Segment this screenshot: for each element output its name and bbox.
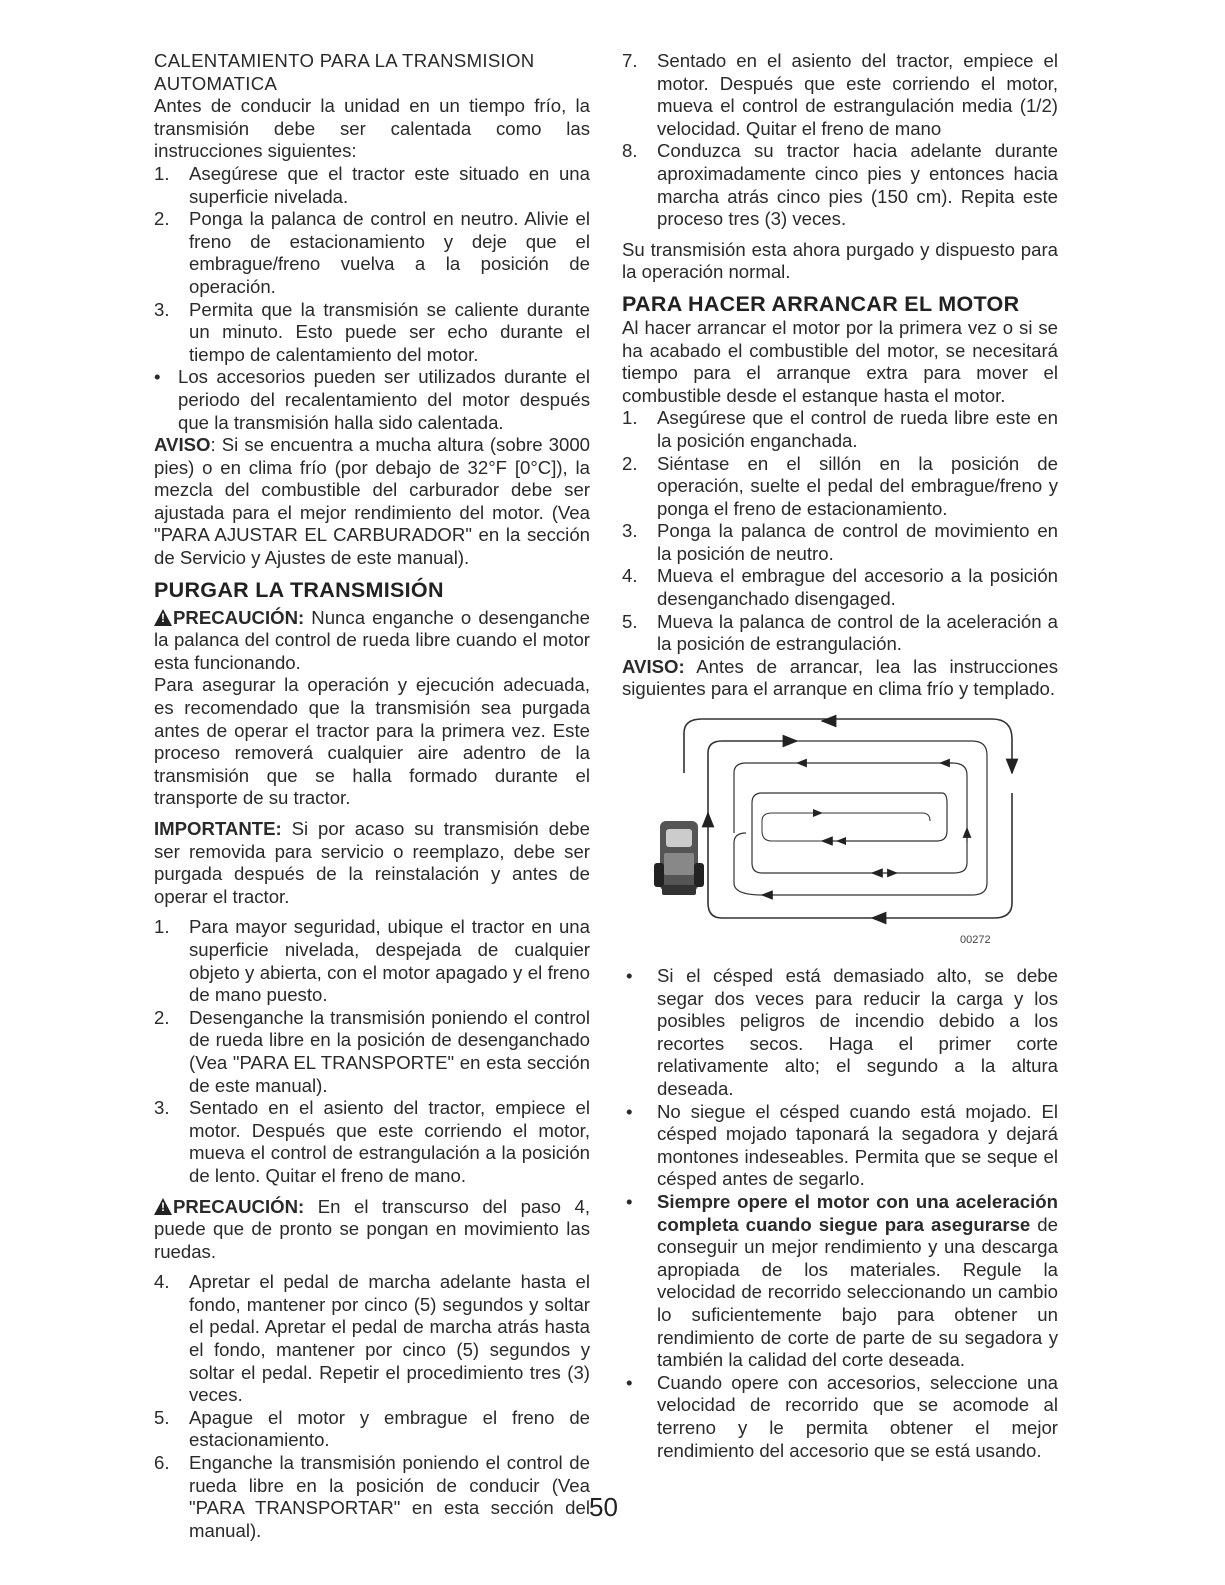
list-item: 3. Permita que la transmisión se caliente durante un minuto. Esto puede ser echo durante el tiempo de calentamiento del motor. <box>154 298 590 365</box>
warning-triangle-icon <box>154 1198 172 1215</box>
mowing-tips <box>622 965 1058 1462</box>
aviso-arrancar: AVISO: Antes de arrancar, lea las instrucciones siguientes para el arranque en clima frío y templado. <box>622 655 1058 700</box>
list-item: 2. Desenganche la transmisión poniendo el control de rueda libre en la posición de desenganchado (Vea "PARA EL TRANSPORTE" en esta sección de este manual). <box>154 1006 590 1096</box>
precaucion-1: !PRECAUCIÓN: Nunca enganche o desenganche la palanca del control de rueda libre cuando el motor esta funcionando. <box>154 607 590 675</box>
list-item: 1. Asegúrese que el control de rueda libre este en la posición enganchada. <box>622 407 1058 451</box>
list-item: • Cuando opere con accesorios, seleccione una velocidad de recorrido que se acomode al terreno y le permita obtener el mejor rendimiento del accesorio que se está usando. <box>626 1371 1058 1461</box>
mowing-pattern-diagram <box>622 713 1058 943</box>
aviso-altitude: AVISO: Si se encuentra a mucha altura (sobre 3000 pies) o en clima frío (por debajo de 32°F [0°C]), la mezcla del combustible del carburador debe ser ajustada para el mejor rendimiento del motor. (Vea "PARA AJUSTAR EL CARBURADOR" en la sección de Servicio y Ajustes de este manual). <box>154 434 590 569</box>
para-asegurar-paragraph: Para asegurar la operación y ejecución adecuada, es recomendado que la transmisión sea purgada antes de operar el tractor para la primera vez. Este proceso removerá cualquier aire adentro de la transmisión que se halla formado durante el transporte de su tractor. <box>154 674 590 809</box>
section-title-arrancar: PARA HACER ARRANCAR EL MOTOR <box>622 291 1020 316</box>
list-item: 2. Ponga la palanca de control en neutro. Alivie el freno de estacionamiento y deje que el embrague/freno vuelva a la posición de operación. <box>154 208 590 297</box>
warmup-steps <box>154 163 590 366</box>
list-item: 1. Asegúrese que el tractor este situado en una superficie nivelada. <box>154 162 590 207</box>
list-item: 5. Mueva la palanca de control de la aceleración a la posición de estrangulación. <box>622 610 1058 655</box>
precaucion-2: !PRECAUCIÓN: En el transcurso del paso 4, puede que de pronto se pongan en movimiento las ruedas. <box>154 1196 590 1264</box>
list-item: 6. Enganche la transmisión poniendo el control de rueda libre en la posición de conducir (Vea "PARA TRANSPORTAR" en esta sección del manual). <box>154 1452 590 1541</box>
arrancar-intro: Al hacer arrancar el motor por la primera vez o si se ha acabado el combustible del motor, se necesitará tiempo para el arranque extra para mover el combustible desde el estanque hasta el motor. <box>622 316 1058 406</box>
heading-line-1: CALENTAMIENTO PARA LA TRANSMISION <box>154 50 535 71</box>
mowing-pattern-figure <box>622 713 1058 957</box>
list-item: 1. Para mayor seguridad, ubique el tractor en una superficie nivelada, despejada de cualquier objeto y abierta, con el motor apagado y el freno de mano puesto. <box>154 916 590 1006</box>
list-item: • Los accesorios pueden ser utilizados durante el periodo del recalentamiento del motor después que la transmisión halla sido calentada. <box>154 366 590 433</box>
list-item: 3. Sentado en el asiento del tractor, empiece el motor. Después que este corriendo el motor, mueva el control de estrangulación a la posición de lento. Quitar el freno de mano. <box>154 1097 590 1186</box>
purge-steps-3 <box>622 50 1058 231</box>
right-column <box>622 50 1058 1462</box>
list-item: 3. Ponga la palanca de control de movimiento en la posición de neutro. <box>622 520 1058 564</box>
figure-code: 00272 <box>960 934 991 947</box>
section-title-purgar: PURGAR LA TRANSMISIÓN <box>154 577 444 602</box>
importante-paragraph: IMPORTANTE: Si por acaso su transmisión debe ser removida para servicio o reemplazo, debe ser purgada después de la reinstalación y antes de operar el tractor. <box>154 818 590 907</box>
list-item: 4. Mueva el embrague del accesorio a la posición desenganchado disengaged. <box>622 565 1058 610</box>
list-item: 7. Sentado en el asiento del tractor, empiece el motor. Después que este corriendo el motor, mueva el control de estrangulación media (1/2) velocidad. Quitar el freno de mano <box>622 50 1058 139</box>
list-item: 5. Apague el motor y embrague el freno de estacionamiento. <box>154 1406 590 1451</box>
list-item: • Si el césped está demasiado alto, se debe segar dos veces para reducir la carga y los posibles peligros de incendio debido a los recortes secos. Haga el primer corte relativamente alto; el segundo a la altura deseada. <box>626 965 1058 1099</box>
list-item: 2. Siéntase en el sillón en la posición de operación, suelte el pedal del embrague/freno y ponga el freno de estacionamiento. <box>622 452 1058 519</box>
tractor-icon <box>654 821 704 895</box>
intro-paragraph: Antes de conducir la unidad en un tiempo frío, la transmisión debe ser calentada como las instrucciones siguientes: <box>154 95 590 162</box>
heading-calentamiento <box>154 50 590 95</box>
list-item: • No siegue el césped cuando está mojado. El césped mojado taponará la segadora y dejará montones indeseables. Permita que se seque el césped antes de segarlo. <box>626 1100 1058 1190</box>
purge-steps-1 <box>154 916 590 1187</box>
list-item: 4. Apretar el pedal de marcha adelante hasta el fondo, mantener por cinco (5) segundos y soltar el pedal. Apretar el pedal de marcha atrás hasta el fondo, mantener por cinco (5) segundos y soltar el pedal. Repetir el procedimiento tres (3) veces. <box>154 1271 590 1406</box>
start-steps <box>622 407 1058 656</box>
page-number: 50 <box>589 1492 618 1522</box>
left-column <box>154 50 590 1542</box>
heading-line-2: AUTOMATICA <box>154 72 278 94</box>
list-item: 8. Conduzca su tractor hacia adelante durante aproximadamente cinco pies y entonces hacia marcha atrás cinco pies (150 cm). Repita este proceso tres (3) veces. <box>622 140 1058 230</box>
list-item: • Siempre opere el motor con una aceleración completa cuando siegue para asegurarse de conseguir un mejor rendimiento y una descarga apropiada de los materiales. Regule la velocidad de recorrido seleccionando un cambio lo suficientemente bajo para obtener un rendimiento de corte de parte de su segadora y también la calidad del corte deseada. <box>626 1190 1058 1371</box>
warmup-bullets <box>154 366 590 434</box>
purge-steps-2 <box>154 1271 590 1542</box>
purgado-paragraph: Su transmisión esta ahora purgado y dispuesto para la operación normal. <box>622 238 1058 283</box>
warning-triangle-icon <box>154 609 172 626</box>
